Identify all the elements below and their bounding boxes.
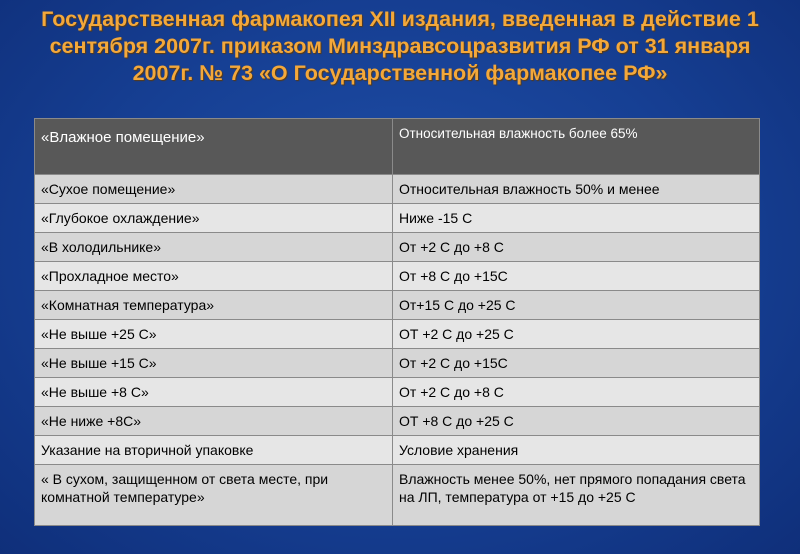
- condition-cell: Относительная влажность 50% и менее: [393, 175, 760, 204]
- term-cell: «Комнатная температура»: [35, 291, 393, 320]
- header-cell-term: «Влажное помещение»: [35, 119, 393, 175]
- condition-cell: От +2 С до +15С: [393, 349, 760, 378]
- term-cell: «Прохладное место»: [35, 262, 393, 291]
- header-cell-condition: Относительная влажность более 65%: [393, 119, 760, 175]
- condition-cell: От +2 С до +8 С: [393, 233, 760, 262]
- term-cell: « В сухом, защищенном от света месте, при комнатной температуре»: [35, 465, 393, 526]
- table-row: [35, 436, 760, 465]
- term-cell: «Не выше +15 С»: [35, 349, 393, 378]
- term-cell: «Сухое помещение»: [35, 175, 393, 204]
- term-cell: «Не выше +8 С»: [35, 378, 393, 407]
- term-cell: «Не выше +25 С»: [35, 320, 393, 349]
- table-header-row: [35, 119, 760, 175]
- condition-cell: Ниже -15 С: [393, 204, 760, 233]
- table-row: [35, 204, 760, 233]
- table-row: [35, 233, 760, 262]
- term-cell: Указание на вторичной упаковке: [35, 436, 393, 465]
- page-title: Государственная фармакопея XII издания, введенная в действие 1 сентября 2007г. приказом Минздравсоцразвития РФ от 31 января 2007г. № 73 «О Государственной фармакопее РФ»: [41, 7, 759, 85]
- term-cell: «Не ниже +8С»: [35, 407, 393, 436]
- table-row: [35, 262, 760, 291]
- storage-conditions-table: [34, 118, 760, 526]
- condition-cell: ОТ +8 С до +25 С: [393, 407, 760, 436]
- term-cell: «В холодильнике»: [35, 233, 393, 262]
- condition-cell: От +2 С до +8 С: [393, 378, 760, 407]
- table-row: [35, 320, 760, 349]
- condition-cell: Условие хранения: [393, 436, 760, 465]
- condition-cell: От+15 С до +25 С: [393, 291, 760, 320]
- table-row: [35, 175, 760, 204]
- table-row: [35, 291, 760, 320]
- table-row: [35, 407, 760, 436]
- table-row: [35, 378, 760, 407]
- condition-cell: От +8 С до +15С: [393, 262, 760, 291]
- table-row: [35, 349, 760, 378]
- table-row: [35, 465, 760, 526]
- condition-cell: Влажность менее 50%, нет прямого попадания света на ЛП, температура от +15 до +25 С: [393, 465, 760, 526]
- condition-cell: ОТ +2 С до +25 С: [393, 320, 760, 349]
- term-cell: «Глубокое охлаждение»: [35, 204, 393, 233]
